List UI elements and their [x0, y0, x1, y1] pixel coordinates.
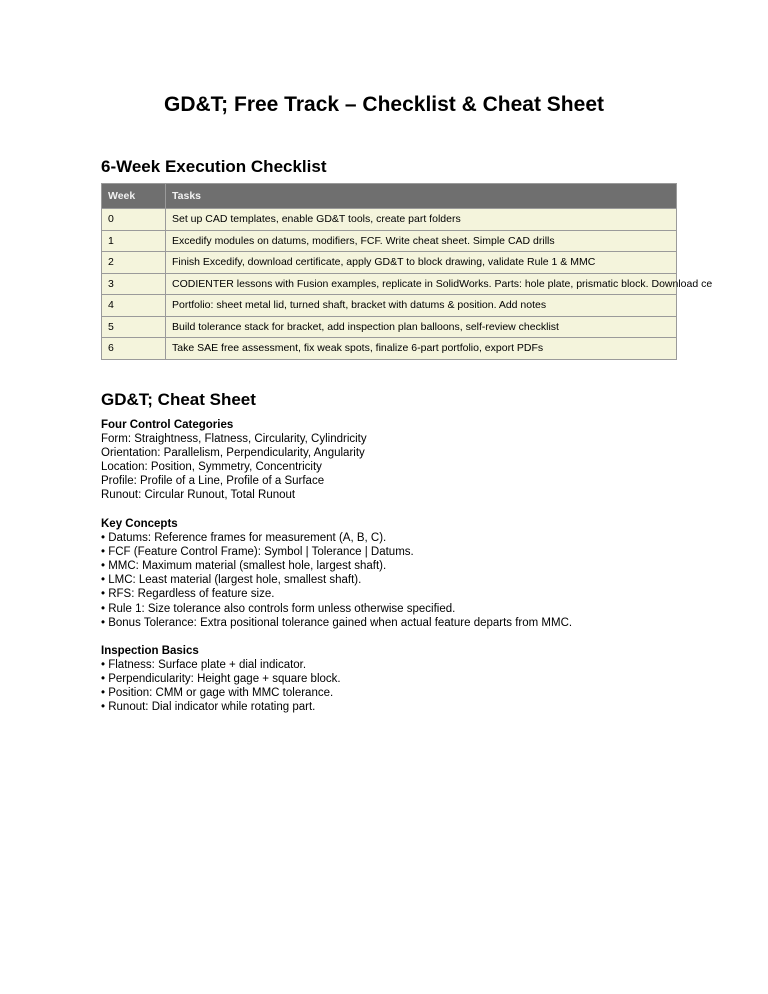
key-concepts-block: [101, 517, 721, 630]
key-concepts-title: Key Concepts: [101, 518, 178, 530]
table-row: [102, 295, 677, 317]
inspection-line: • Runout: Dial indicator while rotating part.: [101, 701, 316, 714]
control-category-line: Runout: Circular Runout, Total Runout: [101, 489, 296, 502]
key-concept-line: • RFS: Regardless of feature size.: [101, 588, 275, 601]
control-category-line: Orientation: Parallelism, Perpendicularity, Angularity: [101, 447, 365, 460]
key-concept-line: • LMC: Least material (largest hole, smallest shaft).: [101, 574, 362, 587]
inspection-basics-title: Inspection Basics: [101, 645, 199, 657]
week-cell: 6: [102, 338, 166, 360]
checklist-table: [101, 183, 713, 360]
table-row: [102, 252, 677, 274]
table-row: [102, 338, 677, 360]
table-header-row: [102, 184, 677, 209]
week-cell: 3: [102, 273, 166, 295]
inspection-basics-block: [101, 644, 721, 714]
control-categories-block: [101, 418, 721, 503]
week-cell: 2: [102, 252, 166, 274]
table-row: [102, 273, 677, 295]
cheat-sheet-heading: GD&T; Cheat Sheet: [101, 390, 256, 409]
column-header-tasks: Tasks: [166, 184, 677, 209]
control-category-line: Location: Position, Symmetry, Concentricity: [101, 461, 322, 474]
key-concept-line: • FCF (Feature Control Frame): Symbol | Tolerance | Datums.: [101, 546, 414, 559]
key-concept-line: • MMC: Maximum material (smallest hole, largest shaft).: [101, 560, 387, 573]
control-categories-title: Four Control Categories: [101, 419, 234, 431]
inspection-line: • Position: CMM or gage with MMC tolerance.: [101, 687, 334, 700]
inspection-line: • Flatness: Surface plate + dial indicator.: [101, 659, 307, 672]
task-cell: CODIENTER lessons with Fusion examples, replicate in SolidWorks. Parts: hole plate, prismatic block. Download ce: [166, 273, 677, 295]
key-concept-line: • Rule 1: Size tolerance also controls form unless otherwise specified.: [101, 602, 456, 615]
checklist-heading: 6-Week Execution Checklist: [101, 157, 327, 176]
key-concept-line: • Datums: Reference frames for measurement (A, B, C).: [101, 532, 387, 545]
table-row: [102, 316, 677, 338]
task-cell: Set up CAD templates, enable GD&T tools, create part folders: [166, 209, 677, 231]
task-cell: Finish Excedify, download certificate, apply GD&T to block drawing, validate Rule 1 & MMC: [166, 252, 677, 274]
task-cell: Build tolerance stack for bracket, add inspection plan balloons, self-review checklist: [166, 316, 677, 338]
task-cell: Portfolio: sheet metal lid, turned shaft, bracket with datums & position. Add notes: [166, 295, 677, 317]
page-title: GD&T; Free Track – Checklist & Cheat Sheet: [164, 93, 604, 116]
week-cell: 4: [102, 295, 166, 317]
key-concept-line: • Bonus Tolerance: Extra positional tolerance gained when actual feature departs from MMC.: [101, 616, 573, 629]
control-category-line: Profile: Profile of a Line, Profile of a Surface: [101, 475, 325, 488]
week-cell: 1: [102, 230, 166, 252]
table-row: [102, 209, 677, 231]
week-cell: 0: [102, 209, 166, 231]
inspection-line: • Perpendicularity: Height gage + square block.: [101, 673, 341, 686]
week-cell: 5: [102, 316, 166, 338]
control-category-line: Form: Straightness, Flatness, Circularity, Cylindricity: [101, 433, 367, 446]
column-header-week: Week: [102, 184, 166, 209]
table-row: [102, 230, 677, 252]
task-cell: Excedify modules on datums, modifiers, FCF. Write cheat sheet. Simple CAD drills: [166, 230, 677, 252]
task-cell: Take SAE free assessment, fix weak spots, finalize 6-part portfolio, export PDFs: [166, 338, 677, 360]
